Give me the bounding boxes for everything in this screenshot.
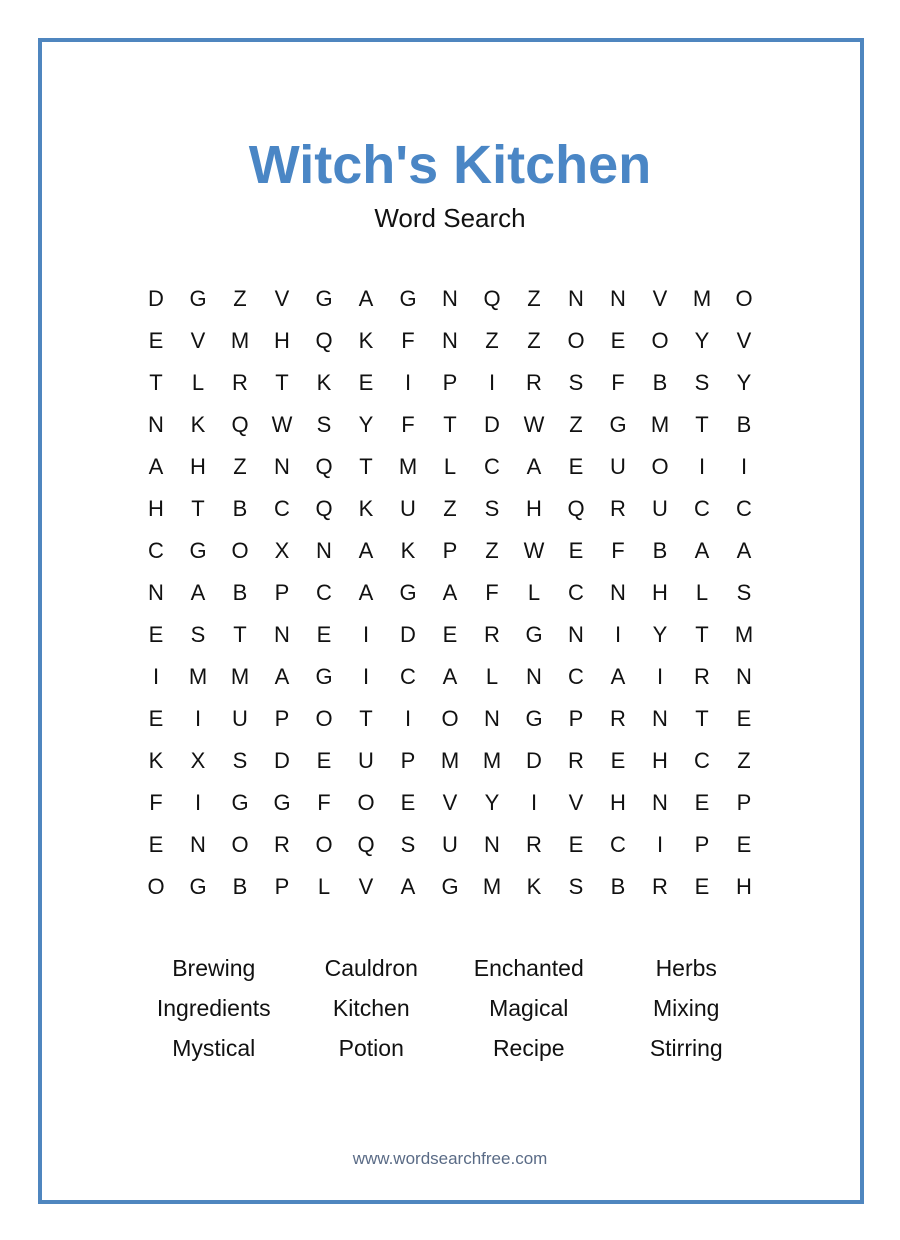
word-list — [135, 948, 765, 1068]
grid-cell: V — [190, 328, 206, 353]
page-title: Witch's Kitchen — [248, 135, 652, 195]
grid-cell: E — [694, 790, 710, 815]
grid-cell: G — [189, 286, 207, 311]
grid-cell: T — [695, 412, 709, 437]
grid-cell: B — [652, 370, 668, 395]
grid-cell: K — [190, 412, 206, 437]
grid-cell: N — [526, 664, 542, 689]
grid-cell: E — [148, 622, 164, 647]
grid-cell: G — [189, 538, 207, 563]
grid-cell: N — [274, 454, 290, 479]
grid-cell: T — [359, 706, 373, 731]
grid-cell: Z — [485, 538, 499, 563]
grid-cell: I — [740, 454, 748, 479]
grid-cell: G — [609, 412, 627, 437]
grid-cell: F — [149, 790, 163, 815]
grid-cell: F — [611, 538, 625, 563]
grid-cell: R — [568, 748, 584, 773]
grid-cell: M — [230, 664, 250, 689]
grid-cell: C — [484, 454, 500, 479]
grid-cell: F — [317, 790, 331, 815]
grid-cell: N — [442, 328, 458, 353]
grid-cell: C — [568, 664, 584, 689]
grid-cell: Z — [527, 286, 541, 311]
grid-cell: E — [568, 454, 584, 479]
grid-cell: Y — [484, 790, 500, 815]
grid-cell: N — [610, 286, 626, 311]
grid-cell: G — [441, 874, 459, 899]
grid-cell: H — [526, 496, 542, 521]
grid-cell: B — [652, 538, 668, 563]
grid-cell: U — [400, 496, 416, 521]
grid-cell: O — [231, 832, 249, 857]
grid-cell: E — [148, 832, 164, 857]
grid-cell: M — [188, 664, 208, 689]
grid-cell: O — [441, 706, 459, 731]
grid-cell: S — [736, 580, 752, 605]
grid-cell: S — [694, 370, 710, 395]
grid-cell: Z — [485, 328, 499, 353]
grid-cell: H — [736, 874, 752, 899]
grid-cell: N — [568, 622, 584, 647]
grid-cell: U — [232, 706, 248, 731]
grid-cell: T — [359, 454, 373, 479]
grid-cell: C — [694, 748, 710, 773]
grid-cell: O — [231, 538, 249, 563]
grid-cell: F — [401, 328, 415, 353]
grid-cell: H — [652, 748, 668, 773]
grid-cell: R — [652, 874, 668, 899]
grid-cell: E — [400, 790, 416, 815]
grid-cell: O — [735, 286, 753, 311]
grid-cell: Q — [567, 496, 585, 521]
grid-cell: E — [610, 748, 626, 773]
grid-cell: I — [656, 832, 664, 857]
grid-cell: P — [400, 748, 416, 773]
grid-cell: C — [274, 496, 290, 521]
grid-cell: I — [656, 664, 664, 689]
grid-cell: I — [152, 664, 160, 689]
grid-cell: D — [484, 412, 500, 437]
grid-cell: B — [736, 412, 752, 437]
grid-cell: M — [230, 328, 250, 353]
grid-cell: E — [694, 874, 710, 899]
grid-cell: S — [190, 622, 206, 647]
grid-cell: O — [567, 328, 585, 353]
grid-cell: T — [695, 706, 709, 731]
grid-cell: A — [358, 538, 374, 563]
grid-cell: B — [232, 874, 248, 899]
grid-cell: N — [610, 580, 626, 605]
grid-cell: A — [274, 664, 290, 689]
grid-cell: T — [695, 622, 709, 647]
grid-cell: E — [358, 370, 374, 395]
grid-cell: C — [610, 832, 626, 857]
grid-cell: S — [400, 832, 416, 857]
grid-cell: A — [526, 454, 542, 479]
grid-cell: O — [315, 832, 333, 857]
grid-cell: A — [694, 538, 710, 563]
grid-cell: B — [232, 496, 248, 521]
grid-cell: I — [362, 664, 370, 689]
grid-cell: E — [148, 328, 164, 353]
grid-cell: H — [190, 454, 206, 479]
grid-cell: L — [485, 664, 499, 689]
grid-cell: X — [274, 538, 290, 563]
grid-cell: M — [398, 454, 418, 479]
grid-cell: Y — [358, 412, 374, 437]
grid-cell: G — [315, 664, 333, 689]
grid-cell: T — [443, 412, 457, 437]
grid-cell: R — [526, 370, 542, 395]
grid-cell: K — [358, 496, 374, 521]
grid-cell: M — [692, 286, 712, 311]
word-list-item: Stirring — [649, 1034, 723, 1061]
grid-cell: D — [526, 748, 542, 773]
grid-cell: I — [194, 790, 202, 815]
grid-cell: E — [442, 622, 458, 647]
letter-grid — [135, 278, 765, 908]
grid-cell: N — [652, 790, 668, 815]
grid-cell: F — [485, 580, 499, 605]
grid-cell: S — [568, 370, 584, 395]
grid-cell: E — [568, 538, 584, 563]
grid-cell: E — [736, 706, 752, 731]
grid-cell: G — [525, 706, 543, 731]
word-list-item: Brewing — [172, 954, 256, 981]
grid-cell: P — [568, 706, 584, 731]
grid-cell: N — [274, 622, 290, 647]
grid-cell: P — [442, 538, 458, 563]
grid-cell: N — [148, 580, 164, 605]
grid-cell: Z — [233, 286, 247, 311]
grid-cell: O — [147, 874, 165, 899]
grid-cell: A — [148, 454, 164, 479]
grid-cell: G — [273, 790, 291, 815]
grid-cell: H — [652, 580, 668, 605]
grid-cell: R — [232, 370, 248, 395]
grid-cell: A — [610, 664, 626, 689]
grid-cell: Q — [315, 328, 333, 353]
word-list-item: Recipe — [492, 1034, 565, 1061]
grid-cell: C — [400, 664, 416, 689]
grid-cell: L — [695, 580, 709, 605]
grid-cell: L — [317, 874, 331, 899]
word-list-item: Kitchen — [332, 994, 410, 1021]
grid-cell: A — [358, 286, 374, 311]
grid-cell: N — [652, 706, 668, 731]
grid-cell: E — [316, 748, 332, 773]
grid-cell: Q — [315, 496, 333, 521]
grid-cell: S — [484, 496, 500, 521]
grid-cell: N — [568, 286, 584, 311]
grid-cell: S — [316, 412, 332, 437]
grid-cell: D — [148, 286, 164, 311]
word-list-item: Potion — [338, 1034, 404, 1061]
grid-cell: V — [568, 790, 584, 815]
grid-cell: T — [191, 496, 205, 521]
word-list-item: Ingredients — [156, 994, 271, 1021]
grid-cell: G — [525, 622, 543, 647]
grid-cell: K — [316, 370, 332, 395]
grid-cell: C — [694, 496, 710, 521]
grid-cell: V — [652, 286, 668, 311]
grid-cell: I — [614, 622, 622, 647]
grid-cell: G — [399, 580, 417, 605]
grid-cell: P — [274, 580, 290, 605]
grid-cell: M — [440, 748, 460, 773]
grid-cell: H — [610, 790, 626, 815]
word-list-item: Mystical — [172, 1034, 256, 1061]
grid-cell: N — [148, 412, 164, 437]
grid-cell: A — [442, 664, 458, 689]
grid-cell: Y — [694, 328, 710, 353]
grid-cell: N — [484, 706, 500, 731]
word-list-item: Cauldron — [324, 954, 418, 981]
grid-cell: E — [736, 832, 752, 857]
grid-cell: T — [149, 370, 163, 395]
grid-cell: P — [442, 370, 458, 395]
grid-cell: C — [736, 496, 752, 521]
grid-cell: E — [316, 622, 332, 647]
grid-cell: O — [651, 454, 669, 479]
grid-cell: N — [190, 832, 206, 857]
grid-cell: S — [568, 874, 584, 899]
word-list-item: Mixing — [653, 994, 720, 1021]
grid-cell: H — [274, 328, 290, 353]
grid-cell: M — [482, 748, 502, 773]
grid-cell: K — [400, 538, 416, 563]
grid-cell: R — [526, 832, 542, 857]
grid-cell: Z — [233, 454, 247, 479]
grid-cell: M — [482, 874, 502, 899]
grid-cell: Q — [315, 454, 333, 479]
grid-cell: Q — [231, 412, 249, 437]
grid-cell: D — [274, 748, 290, 773]
grid-cell: M — [650, 412, 670, 437]
grid-cell: K — [148, 748, 164, 773]
grid-cell: Y — [652, 622, 668, 647]
word-list-item: Enchanted — [473, 954, 584, 981]
grid-cell: A — [190, 580, 206, 605]
grid-cell: U — [652, 496, 668, 521]
grid-cell: R — [274, 832, 290, 857]
grid-cell: Z — [569, 412, 583, 437]
word-list-item: Herbs — [655, 954, 717, 981]
grid-cell: F — [401, 412, 415, 437]
grid-cell: G — [189, 874, 207, 899]
grid-cell: C — [316, 580, 332, 605]
footer-website[interactable]: www.wordsearchfree.com — [352, 1149, 548, 1168]
grid-cell: W — [271, 412, 293, 437]
grid-cell: U — [442, 832, 458, 857]
grid-cell: K — [358, 328, 374, 353]
grid-cell: C — [148, 538, 164, 563]
grid-cell: I — [194, 706, 202, 731]
grid-cell: N — [736, 664, 752, 689]
grid-cell: A — [736, 538, 752, 563]
word-list-item: Magical — [489, 994, 569, 1021]
grid-cell: E — [610, 328, 626, 353]
grid-cell: Q — [483, 286, 501, 311]
grid-cell: R — [610, 496, 626, 521]
grid-cell: M — [734, 622, 754, 647]
grid-cell: L — [527, 580, 541, 605]
grid-cell: U — [358, 748, 374, 773]
grid-cell: A — [358, 580, 374, 605]
grid-cell: I — [362, 622, 370, 647]
grid-cell: R — [484, 622, 500, 647]
grid-cell: T — [275, 370, 289, 395]
grid-cell: U — [610, 454, 626, 479]
grid-cell: P — [274, 874, 290, 899]
page-subtitle: Word Search — [374, 203, 526, 233]
grid-cell: G — [231, 790, 249, 815]
grid-cell: B — [232, 580, 248, 605]
grid-cell: E — [148, 706, 164, 731]
grid-cell: A — [400, 874, 416, 899]
grid-cell: L — [443, 454, 457, 479]
grid-cell: I — [404, 370, 412, 395]
grid-cell: O — [651, 328, 669, 353]
grid-cell: F — [611, 370, 625, 395]
grid-cell: V — [442, 790, 458, 815]
grid-cell: C — [568, 580, 584, 605]
grid-cell: V — [358, 874, 374, 899]
grid-cell: I — [488, 370, 496, 395]
grid-cell: Y — [736, 370, 752, 395]
grid-cell: N — [484, 832, 500, 857]
grid-cell: N — [442, 286, 458, 311]
grid-cell: V — [736, 328, 752, 353]
grid-cell: R — [694, 664, 710, 689]
grid-cell: Z — [737, 748, 751, 773]
grid-cell: P — [736, 790, 752, 815]
grid-cell: N — [316, 538, 332, 563]
grid-cell: W — [523, 538, 545, 563]
grid-cell: T — [233, 622, 247, 647]
grid-cell: Z — [443, 496, 457, 521]
grid-cell: Q — [357, 832, 375, 857]
grid-cell: I — [404, 706, 412, 731]
grid-cell: G — [399, 286, 417, 311]
grid-cell: R — [610, 706, 626, 731]
grid-cell: I — [530, 790, 538, 815]
grid-cell: O — [315, 706, 333, 731]
grid-cell: H — [148, 496, 164, 521]
grid-cell: W — [523, 412, 545, 437]
grid-cell: B — [610, 874, 626, 899]
grid-cell: D — [400, 622, 416, 647]
grid-cell: G — [315, 286, 333, 311]
grid-cell: X — [190, 748, 206, 773]
grid-cell: L — [191, 370, 205, 395]
grid-cell: I — [698, 454, 706, 479]
grid-cell: S — [232, 748, 248, 773]
grid-cell: P — [274, 706, 290, 731]
grid-cell: K — [526, 874, 542, 899]
grid-cell: V — [274, 286, 290, 311]
grid-cell: A — [442, 580, 458, 605]
grid-cell: P — [694, 832, 710, 857]
grid-cell: O — [357, 790, 375, 815]
grid-cell: E — [568, 832, 584, 857]
grid-cell: Z — [527, 328, 541, 353]
